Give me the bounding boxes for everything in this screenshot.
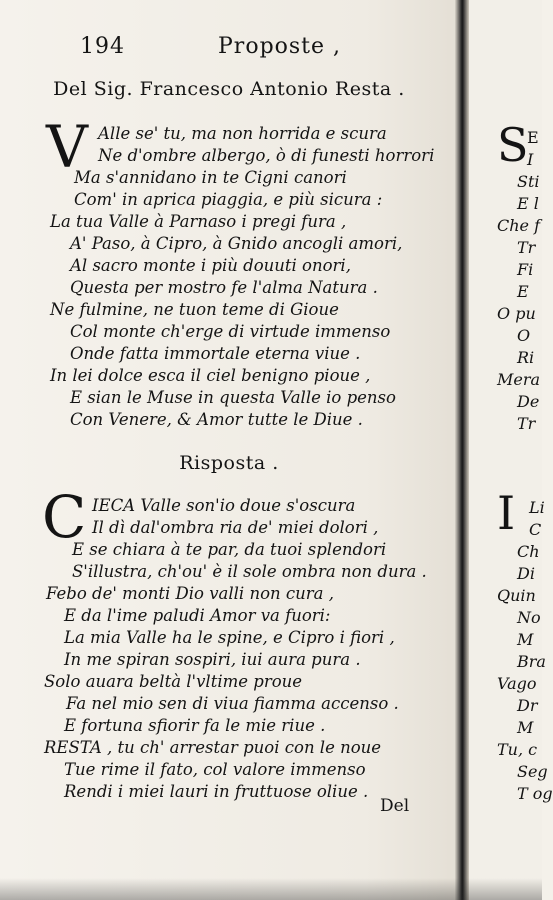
facing-line: O	[517, 326, 531, 345]
poem2-line: La mia Valle ha le spine, e Cipro i fiori ,	[64, 628, 395, 647]
poem1-line: Onde fatta immortale eterna viue .	[70, 344, 361, 363]
facing-line: Li	[529, 498, 545, 517]
poem2-heading: Risposta .	[179, 452, 279, 474]
facing-line: Tr	[517, 238, 536, 257]
poem2-line: RESTA , tu ch' arrestar puoi con le noue	[44, 738, 382, 757]
poem2-line: E se chiara à te par, da tuoi splendori	[72, 540, 387, 559]
poem1-line: Ne d'ombre albergo, ò di funesti horrori	[98, 146, 435, 165]
facing-line: Fi	[517, 260, 534, 279]
poem2-dropcap: C	[42, 483, 87, 551]
catchword: Del	[380, 796, 410, 816]
facing-line: O pu	[497, 304, 536, 323]
facing-line: M	[517, 630, 534, 649]
poem2-line: E fortuna sfiorir fa le mie riue .	[64, 716, 326, 735]
facing-line: Che f	[497, 216, 541, 235]
facing-line: Vago	[497, 674, 537, 693]
facing-line: M	[517, 718, 534, 737]
facing-page	[469, 0, 553, 900]
poem1-line: E sian le Muse in questa Valle io penso	[70, 388, 396, 407]
running-head	[0, 34, 458, 64]
facing-line: Di	[517, 564, 535, 583]
facing-line: Tu, c	[497, 740, 538, 759]
facing-line: Tr	[517, 414, 536, 433]
poem1-line: A' Paso, à Cipro, à Gnido ancogli amori,	[70, 234, 403, 253]
facing-line: Seg	[517, 762, 548, 781]
facing-line: Sti	[517, 172, 540, 191]
poem1-line: Al sacro monte i più douuti onori,	[70, 256, 351, 275]
poem1-line: La tua Valle à Parnaso i pregi fura ,	[50, 212, 347, 231]
facing-line: Quin	[497, 586, 536, 605]
facing-line: E	[517, 282, 529, 301]
facing-line: Bra	[517, 652, 546, 671]
poem2-line: E da l'ime paludi Amor va fuori:	[64, 606, 331, 625]
running-title: Proposte ,	[218, 34, 342, 59]
poem2-line: Tue rime il fato, col valore immenso	[64, 760, 366, 779]
poem1-line: Col monte ch'erge di virtude immenso	[70, 322, 391, 341]
poem1-line: Con Venere, & Amor tutte le Diue .	[70, 410, 363, 429]
page-number: 194	[80, 34, 125, 59]
poem1-line: Ne fulmine, ne tuon teme di Gioue	[50, 300, 339, 319]
poem1-line: Ma s'annidano in te Cigni canori	[74, 168, 347, 187]
poem1-dropcap: V	[46, 113, 88, 181]
facing-dropcap-2: I	[497, 486, 516, 540]
poem2-line: Solo auara beltà l'vltime proue	[44, 672, 303, 691]
facing-line: Ri	[517, 348, 535, 367]
poem2-line: IECA Valle son'io doue s'oscura	[92, 496, 356, 515]
facing-line: C	[529, 520, 542, 539]
poem2-line: Fa nel mio sen di viua fiamma accenso .	[66, 694, 399, 713]
page-edge-shadow	[0, 878, 542, 900]
poem2-line: Il dì dal'ombra ria de' miei dolori ,	[92, 518, 379, 537]
poem1-line: Alle se' tu, ma non horrida e scura	[98, 124, 387, 143]
facing-line: No	[517, 608, 541, 627]
facing-line: Mera	[497, 370, 541, 389]
facing-line: De	[517, 392, 540, 411]
facing-line: I	[527, 150, 534, 169]
poem2-line: S'illustra, ch'ou' è il sole ombra non dura .	[72, 562, 427, 581]
poem1-heading: Del Sig. Francesco Antonio Resta .	[53, 78, 405, 100]
poem2-line: Febo de' monti Dio valli non cura ,	[46, 584, 334, 603]
poem1-line: Questa per mostro fe l'alma Natura .	[70, 278, 378, 297]
book-gutter	[455, 0, 469, 900]
poem1-line: Com' in aprica piaggia, e più sicura :	[74, 190, 383, 209]
facing-line: E l	[517, 194, 539, 213]
poem2-line: Rendi i miei lauri in fruttuose oliue .	[64, 782, 369, 801]
poem1-line: In lei dolce esca il ciel benigno pioue ,	[50, 366, 371, 385]
facing-line: T og	[517, 784, 553, 803]
facing-dropcap-1: S	[497, 118, 529, 172]
facing-line: E	[527, 128, 539, 147]
facing-line: Ch	[517, 542, 540, 561]
facing-line: Dr	[517, 696, 538, 715]
poem2-line: In me spiran sospiri, iui aura pura .	[64, 650, 361, 669]
